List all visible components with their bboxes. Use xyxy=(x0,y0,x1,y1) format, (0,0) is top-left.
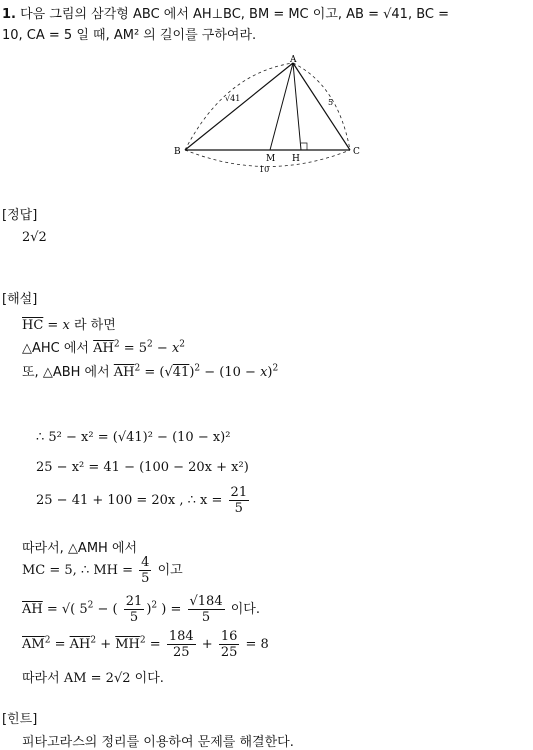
label-bc-length: 10 xyxy=(259,165,270,174)
explanation-line-7-result: = 8 xyxy=(245,637,269,652)
equation-2: 25 − x² = 41 − (100 − 20x + x²) xyxy=(36,460,249,475)
side-ac xyxy=(293,63,350,150)
label-m: M xyxy=(266,154,276,164)
explanation-line-6: $\overline{AH}$ = √( $5^2$ − ( $\frac{21}{5}$ )$^2$ ) = $\frac{√184}{5}$ 이다. xyxy=(22,594,260,625)
answer-value: 2√2 xyxy=(22,230,47,245)
ah-result-fraction: $\frac{√184}{5}$ xyxy=(189,594,223,625)
explanation-line-1: $\overline{HC} = x$ 라 하면 xyxy=(22,318,116,333)
am-fraction-2: $\frac{16}{25}$ xyxy=(220,629,238,660)
label-c: C xyxy=(353,147,360,157)
explanation-line-8 xyxy=(22,667,164,686)
explanation-line-5-text: MC = 5, ∴ MH = xyxy=(22,563,134,578)
final-answer: AM = 2√2 xyxy=(63,671,131,686)
label-h: H xyxy=(292,154,300,164)
hint-header: [힌트] xyxy=(2,712,38,727)
explanation-line-8-pre: 따라서 xyxy=(22,671,60,686)
equation-3 xyxy=(36,486,251,515)
equation-1: ∴ 5² − x² = (√41)² − (10 − x)² xyxy=(36,430,231,445)
explanation-line-6-post: 이다. xyxy=(230,602,260,617)
label-b: B xyxy=(174,147,181,157)
problem-text-1: 다음 그림의 삼각형 ABC 에서 AH⊥BC, BM = MC 이고, AB = √41, BC = xyxy=(20,7,450,22)
segment-ah xyxy=(293,63,301,150)
problem-line-2: 10, CA = 5 일 때, AM² 의 길이를 구하여라. xyxy=(2,28,257,43)
equation-3-fraction: $\frac{21}{5}$ xyxy=(230,485,248,516)
ah-inner-fraction: $\frac{21}{5}$ xyxy=(125,594,143,625)
explanation-line-2: △AHC 에서 $\overline{AH}^2 = 5^2 - x^2$ xyxy=(22,339,186,356)
explanation-header: [해설] xyxy=(2,292,38,307)
label-ab-length: √41 xyxy=(225,94,241,103)
problem-number: 1. xyxy=(2,7,16,22)
explanation-line-3: 또, △ABH 에서 $\overline{AH}^2 = (√41)^2 - (10 - x)^2$ xyxy=(22,363,279,380)
label-a: A xyxy=(290,55,297,65)
explanation-line-1-text: 라 하면 xyxy=(73,318,116,333)
am-fraction-1: $\frac{184}{25}$ xyxy=(168,629,194,660)
explanation-line-2-label: △AHC 에서 xyxy=(22,341,89,356)
explanation-line-8-post: 이다. xyxy=(134,671,164,686)
explanation-line-3-label: 또, △ABH 에서 xyxy=(22,365,110,380)
side-ab xyxy=(185,63,293,150)
explanation-line-5 xyxy=(22,556,183,585)
explanation-line-4: 따라서, △AMH 에서 xyxy=(22,541,138,556)
answer-header: [정답] xyxy=(2,208,38,223)
explanation-line-5-post: 이고 xyxy=(157,563,183,578)
right-angle-mark xyxy=(301,143,307,150)
segment-am xyxy=(270,63,293,150)
problem-line-1 xyxy=(2,3,449,22)
label-ac-length: 5 xyxy=(328,98,334,107)
mh-fraction: $\frac{4}{5}$ xyxy=(141,555,150,586)
hint-text: 피타고라스의 정리를 이용하여 문제를 해결한다. xyxy=(22,735,294,750)
explanation-line-7: $\overline{AM}^2 = \overline{AH}^2 + \overline{MH}^2$ = $\frac{184}{25}$ + $\frac{16}{25}$ = 8 xyxy=(22,629,269,660)
triangle-figure xyxy=(170,55,370,180)
equation-3-text: 25 − 41 + 100 = 20x , ∴ x = xyxy=(36,493,223,508)
